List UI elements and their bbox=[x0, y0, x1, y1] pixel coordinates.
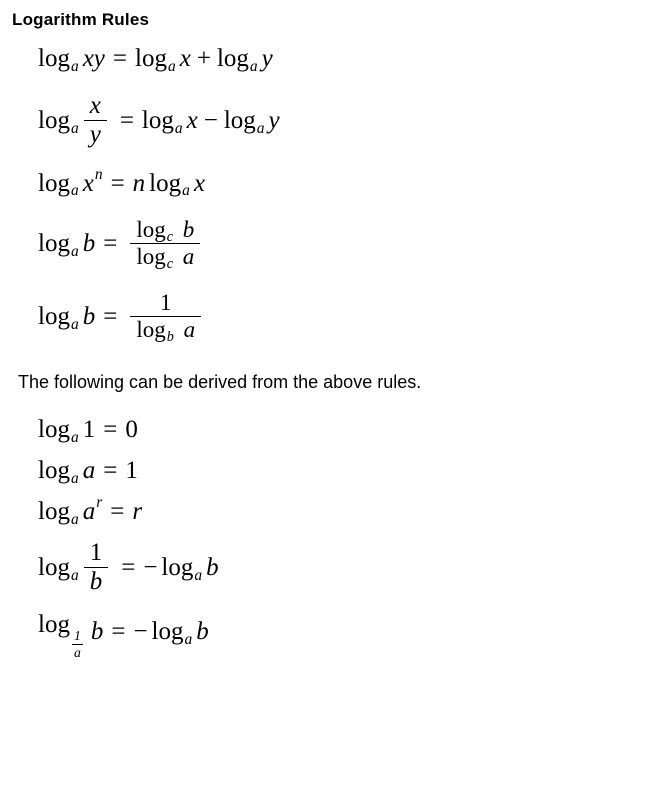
log-term: log a bbox=[151, 617, 193, 648]
numerator bbox=[130, 216, 200, 246]
denominator bbox=[130, 243, 200, 273]
equation-power-rule bbox=[38, 165, 645, 200]
fraction bbox=[84, 540, 109, 596]
log-term: log a bbox=[38, 107, 79, 138]
fraction bbox=[130, 216, 200, 273]
log-term: log a bbox=[223, 107, 265, 138]
derived-rules-list bbox=[38, 416, 645, 660]
derived-note: The following can be derived from the above rules. bbox=[18, 372, 422, 393]
argument: y bbox=[268, 107, 280, 135]
equation-reciprocal-base bbox=[38, 289, 645, 346]
base-fraction bbox=[70, 629, 83, 660]
equation-quotient-rule bbox=[38, 93, 645, 149]
argument: b bbox=[196, 617, 209, 645]
log-term: log a bbox=[38, 169, 79, 200]
equals-sign: = bbox=[112, 45, 128, 72]
exponent: n bbox=[94, 165, 103, 183]
argument: x bbox=[186, 107, 198, 135]
argument: x bbox=[193, 169, 205, 197]
denominator: y bbox=[84, 120, 107, 148]
equals-sign: = bbox=[121, 554, 136, 582]
log-term: log c bbox=[136, 216, 174, 246]
equation-log-power-of-base bbox=[38, 494, 645, 529]
page-title: Logarithm Rules bbox=[12, 10, 150, 29]
operator: − bbox=[203, 107, 218, 135]
argument: x bbox=[179, 45, 191, 72]
equation-log-base-itself bbox=[38, 457, 645, 488]
denominator bbox=[130, 316, 201, 346]
argument: b bbox=[206, 554, 219, 582]
sign: − bbox=[133, 617, 148, 645]
equals-sign: = bbox=[103, 457, 118, 485]
primary-rules-list bbox=[38, 45, 645, 346]
argument: 1 bbox=[82, 416, 96, 444]
fraction bbox=[130, 289, 201, 346]
equation-log-reciprocal-arg bbox=[38, 540, 645, 596]
fraction bbox=[84, 93, 107, 149]
equals-sign: = bbox=[111, 617, 126, 645]
denominator: b bbox=[84, 567, 109, 595]
argument: b bbox=[182, 216, 195, 242]
numerator: 1 bbox=[159, 289, 172, 315]
log-term: log a bbox=[38, 498, 79, 529]
value: r bbox=[132, 498, 143, 526]
equation-log-of-one bbox=[38, 416, 645, 447]
operator: + bbox=[196, 45, 211, 72]
equation-product-rule bbox=[38, 45, 645, 75]
argument: b bbox=[90, 617, 104, 645]
value: 1 bbox=[125, 457, 138, 485]
equals-sign: = bbox=[110, 498, 125, 526]
argument: x bbox=[82, 169, 94, 197]
numerator: x bbox=[89, 92, 101, 119]
argument: b bbox=[82, 302, 96, 330]
argument: y bbox=[261, 45, 273, 72]
argument: a bbox=[183, 316, 196, 342]
equation-log-reciprocal-base bbox=[38, 610, 645, 660]
equals-sign: = bbox=[103, 416, 118, 444]
argument: a bbox=[182, 243, 195, 269]
log-term: log a bbox=[141, 107, 183, 138]
coefficient: n bbox=[132, 169, 146, 197]
equals-sign: = bbox=[119, 107, 134, 135]
argument: xy bbox=[82, 45, 105, 72]
log-term: log a bbox=[38, 457, 79, 488]
equals-sign: = bbox=[110, 169, 125, 197]
log-term: log a bbox=[135, 45, 176, 75]
log-term: log a bbox=[149, 169, 190, 200]
log-term: log a bbox=[38, 416, 79, 447]
log-term: log a bbox=[38, 229, 79, 260]
log-term: log b bbox=[136, 316, 174, 346]
argument: a bbox=[82, 498, 96, 526]
exponent: r bbox=[96, 494, 103, 512]
argument: b bbox=[82, 229, 96, 257]
log-term: log c bbox=[136, 243, 174, 273]
equals-sign: = bbox=[103, 229, 118, 257]
numerator: 1 bbox=[89, 539, 103, 567]
sign: − bbox=[143, 554, 158, 582]
log-term: log a bbox=[38, 45, 79, 75]
value: 0 bbox=[125, 416, 138, 444]
log-term: log a bbox=[38, 554, 79, 585]
base-denominator: a bbox=[73, 644, 81, 660]
log-term: log a bbox=[38, 302, 79, 333]
equals-sign: = bbox=[103, 302, 118, 330]
argument: a bbox=[82, 457, 96, 485]
log-term: log $\frac{1}{a}$ bbox=[38, 610, 81, 660]
equation-change-of-base bbox=[38, 216, 645, 273]
log-term: log a bbox=[216, 45, 258, 75]
base-numerator: 1 bbox=[73, 628, 81, 644]
log-term: log a bbox=[161, 554, 203, 585]
